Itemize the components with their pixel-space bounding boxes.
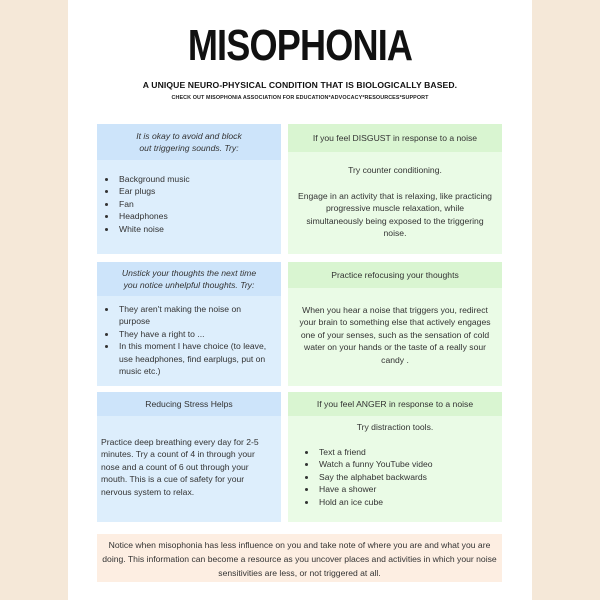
- refocus-body: When you hear a noise that triggers you, redirect your brain to something else that actively engages one of your senses, such as the sensation of cold water on your hands or the taste of a really sour candy .: [299, 305, 491, 365]
- list-item: • Text a friend: [317, 446, 433, 458]
- avoid-heading: [97, 124, 281, 160]
- unstick-list: [99, 303, 273, 377]
- list-item: • Background music: [117, 173, 190, 185]
- association-line: CHECK OUT MISOPHONIA ASSOCIATION FOR EDUCATION*ADVOCACY*RESOURCES*SUPPORT: [171, 95, 429, 101]
- list-item: • Fan: [117, 198, 190, 210]
- refocus-box: [288, 262, 502, 386]
- anger-heading: If you feel ANGER in response to a noise: [288, 392, 502, 416]
- page-title: MISOPHONIA: [187, 21, 413, 70]
- list-item: • Hold an ice cube: [317, 496, 433, 508]
- avoid-box: [97, 124, 281, 254]
- unstick-heading-line1: Unstick your thoughts the next time: [121, 267, 257, 278]
- disgust-line1: Try counter conditioning.: [348, 165, 442, 175]
- footer-note: Notice when misophonia has less influence on you and take note of where you are and what you are doing. This information can become a resource as you uncover places and activities in which your noise sensitivities are less, or not triggered at all.: [97, 534, 502, 582]
- anger-list: [299, 446, 433, 508]
- stress-heading: Reducing Stress Helps: [97, 392, 281, 416]
- stress-box: [97, 392, 281, 522]
- unstick-box: [97, 262, 281, 386]
- list-item: • They have a right to ...: [117, 328, 273, 340]
- stress-body: Practice deep breathing every day for 2-5 minutes. Try a count of 4 in through your nose and a count of 6 out through your mouth. This is a cue of safety for your nervous system to relax.: [101, 437, 259, 497]
- disgust-line2: Engage in an activity that is relaxing, like practicing progressive muscle relaxation, while simultaneously being exposed to the triggering noise.: [298, 191, 492, 239]
- disgust-heading: If you feel DISGUST in response to a noise: [288, 124, 502, 152]
- page-subtitle: A UNIQUE NEURO-PHYSICAL CONDITION THAT IS BIOLOGICALLY BASED.: [142, 80, 458, 90]
- list-item: • Watch a funny YouTube video: [317, 458, 433, 470]
- list-item: • They aren't making the noise on purpose: [117, 303, 273, 328]
- unstick-heading: [97, 262, 281, 296]
- avoid-heading-line1: It is okay to avoid and block: [136, 130, 242, 141]
- avoid-list: [99, 173, 190, 235]
- anger-line1: Try distraction tools.: [356, 422, 434, 432]
- list-item: • Say the alphabet backwards: [317, 471, 433, 483]
- unstick-heading-line2: you notice unhelpful thoughts. Try:: [123, 280, 255, 290]
- disgust-box: [288, 124, 502, 254]
- list-item: • White noise: [117, 223, 190, 235]
- list-item: • Have a shower: [317, 483, 433, 495]
- avoid-heading-line2: out triggering sounds. Try:: [139, 143, 239, 153]
- list-item: • Headphones: [117, 210, 190, 222]
- anger-box: [288, 392, 502, 522]
- list-item: • In this moment I have choice (to leave, use headphones, find earplugs, put on music etc.): [117, 340, 273, 377]
- refocus-heading: Practice refocusing your thoughts: [288, 262, 502, 288]
- list-item: • Ear plugs: [117, 185, 190, 197]
